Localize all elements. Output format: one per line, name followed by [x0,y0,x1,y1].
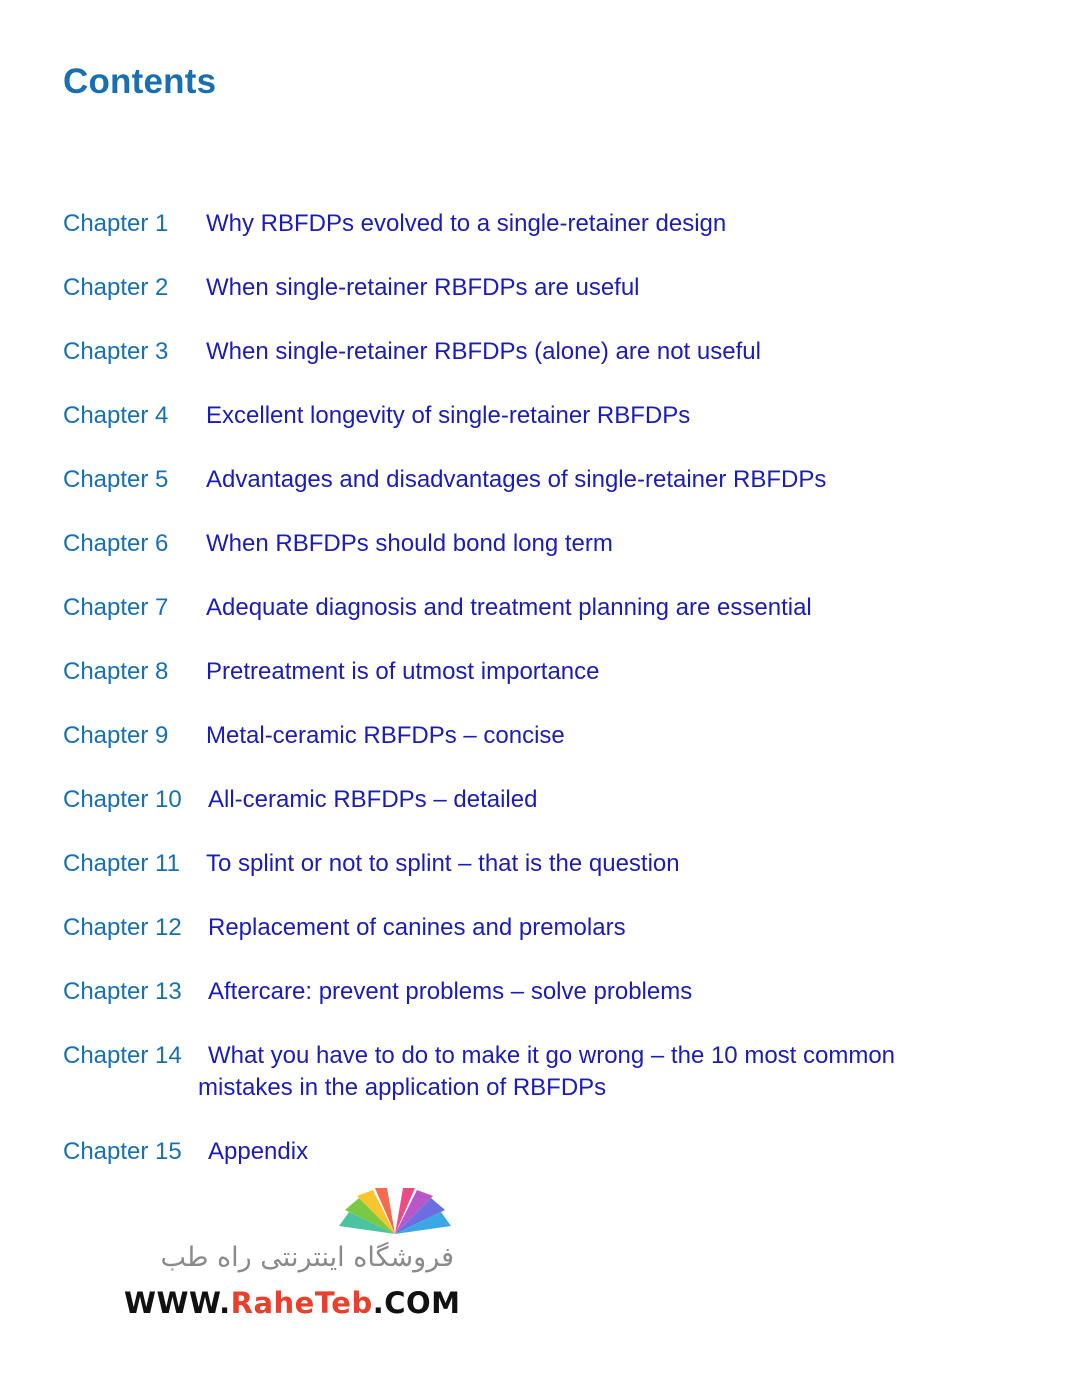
toc-entry-chapter-15[interactable] [63,1136,1023,1168]
chapter-label: Chapter 4 [63,402,169,429]
chapter-title-link[interactable]: Aftercare: prevent problems – solve problems [208,978,693,1005]
chapter-title-link[interactable]: Why RBFDPs evolved to a single-retainer design [206,210,727,237]
toc-entry-chapter-1[interactable] [63,208,1023,240]
chapter-label: Chapter 3 [63,338,169,365]
toc-entry-chapter-11[interactable] [63,848,1023,880]
chapter-label: Chapter 7 [63,594,169,621]
table-of-contents [63,208,1023,1200]
page-title: Contents [63,62,217,101]
chapter-title-link[interactable]: Pretreatment is of utmost importance [206,658,600,685]
watermark-logo [120,1186,460,1326]
chapter-title-link[interactable]: All-ceramic RBFDPs – detailed [208,786,538,813]
chapter-label: Chapter 6 [63,530,169,557]
chapter-label: Chapter 9 [63,722,169,749]
chapter-title-link[interactable]: Excellent longevity of single-retainer RBFDPs [206,402,691,429]
chapter-title-link[interactable]: Adequate diagnosis and treatment planning are essential [206,594,812,621]
toc-entry-chapter-6[interactable] [63,528,1023,560]
chapter-title-link[interactable]: Advantages and disadvantages of single-retainer RBFDPs [206,466,827,493]
toc-entry-chapter-3[interactable] [63,336,1023,368]
watermark-url [124,1286,461,1320]
chapter-label: Chapter 11 [63,850,180,877]
chapter-label: Chapter 15 [63,1138,182,1165]
chapter-label: Chapter 8 [63,658,169,685]
toc-entry-chapter-12[interactable] [63,912,1023,944]
toc-entry-chapter-8[interactable] [63,656,1023,688]
chapter-label: Chapter 10 [63,786,182,813]
chapter-title-link[interactable]: Metal-ceramic RBFDPs – concise [206,722,565,749]
watermark-persian-text: فروشگاه اینترنتی راه طب [160,1242,454,1273]
chapter-title-link[interactable]: When single-retainer RBFDPs (alone) are not useful [206,338,761,365]
chapter-title-line-2: mistakes in the application of RBFDPs [198,1074,607,1101]
chapter-label: Chapter 2 [63,274,169,301]
chapter-label: Chapter 5 [63,466,169,493]
toc-entry-chapter-14[interactable] [63,1040,1023,1104]
toc-entry-chapter-2[interactable] [63,272,1023,304]
chapter-title-link[interactable]: When single-retainer RBFDPs are useful [206,274,640,301]
chapter-title-link[interactable]: Replacement of canines and premolars [208,914,626,941]
chapter-label: Chapter 13 [63,978,182,1005]
open-book-icon [335,1186,455,1238]
url-suffix: .COM [372,1286,461,1320]
chapter-title-link[interactable] [198,1040,948,1104]
toc-entry-chapter-5[interactable] [63,464,1023,496]
toc-entry-chapter-13[interactable] [63,976,1023,1008]
chapter-title-link[interactable]: When RBFDPs should bond long term [206,530,613,557]
toc-entry-chapter-4[interactable] [63,400,1023,432]
url-prefix: WWW. [124,1286,231,1320]
chapter-title-line-1: What you have to do to make it go wrong – the 10 most common [208,1042,896,1069]
chapter-label: Chapter 1 [63,210,169,237]
toc-entry-chapter-7[interactable] [63,592,1023,624]
toc-entry-chapter-9[interactable] [63,720,1023,752]
chapter-title-link[interactable]: To splint or not to splint – that is the question [206,850,680,877]
toc-entry-chapter-10[interactable] [63,784,1023,816]
chapter-label: Chapter 14 [63,1042,182,1069]
url-brand: RaheTeb [230,1286,373,1320]
chapter-title-link[interactable]: Appendix [208,1138,309,1165]
chapter-label: Chapter 12 [63,914,182,941]
